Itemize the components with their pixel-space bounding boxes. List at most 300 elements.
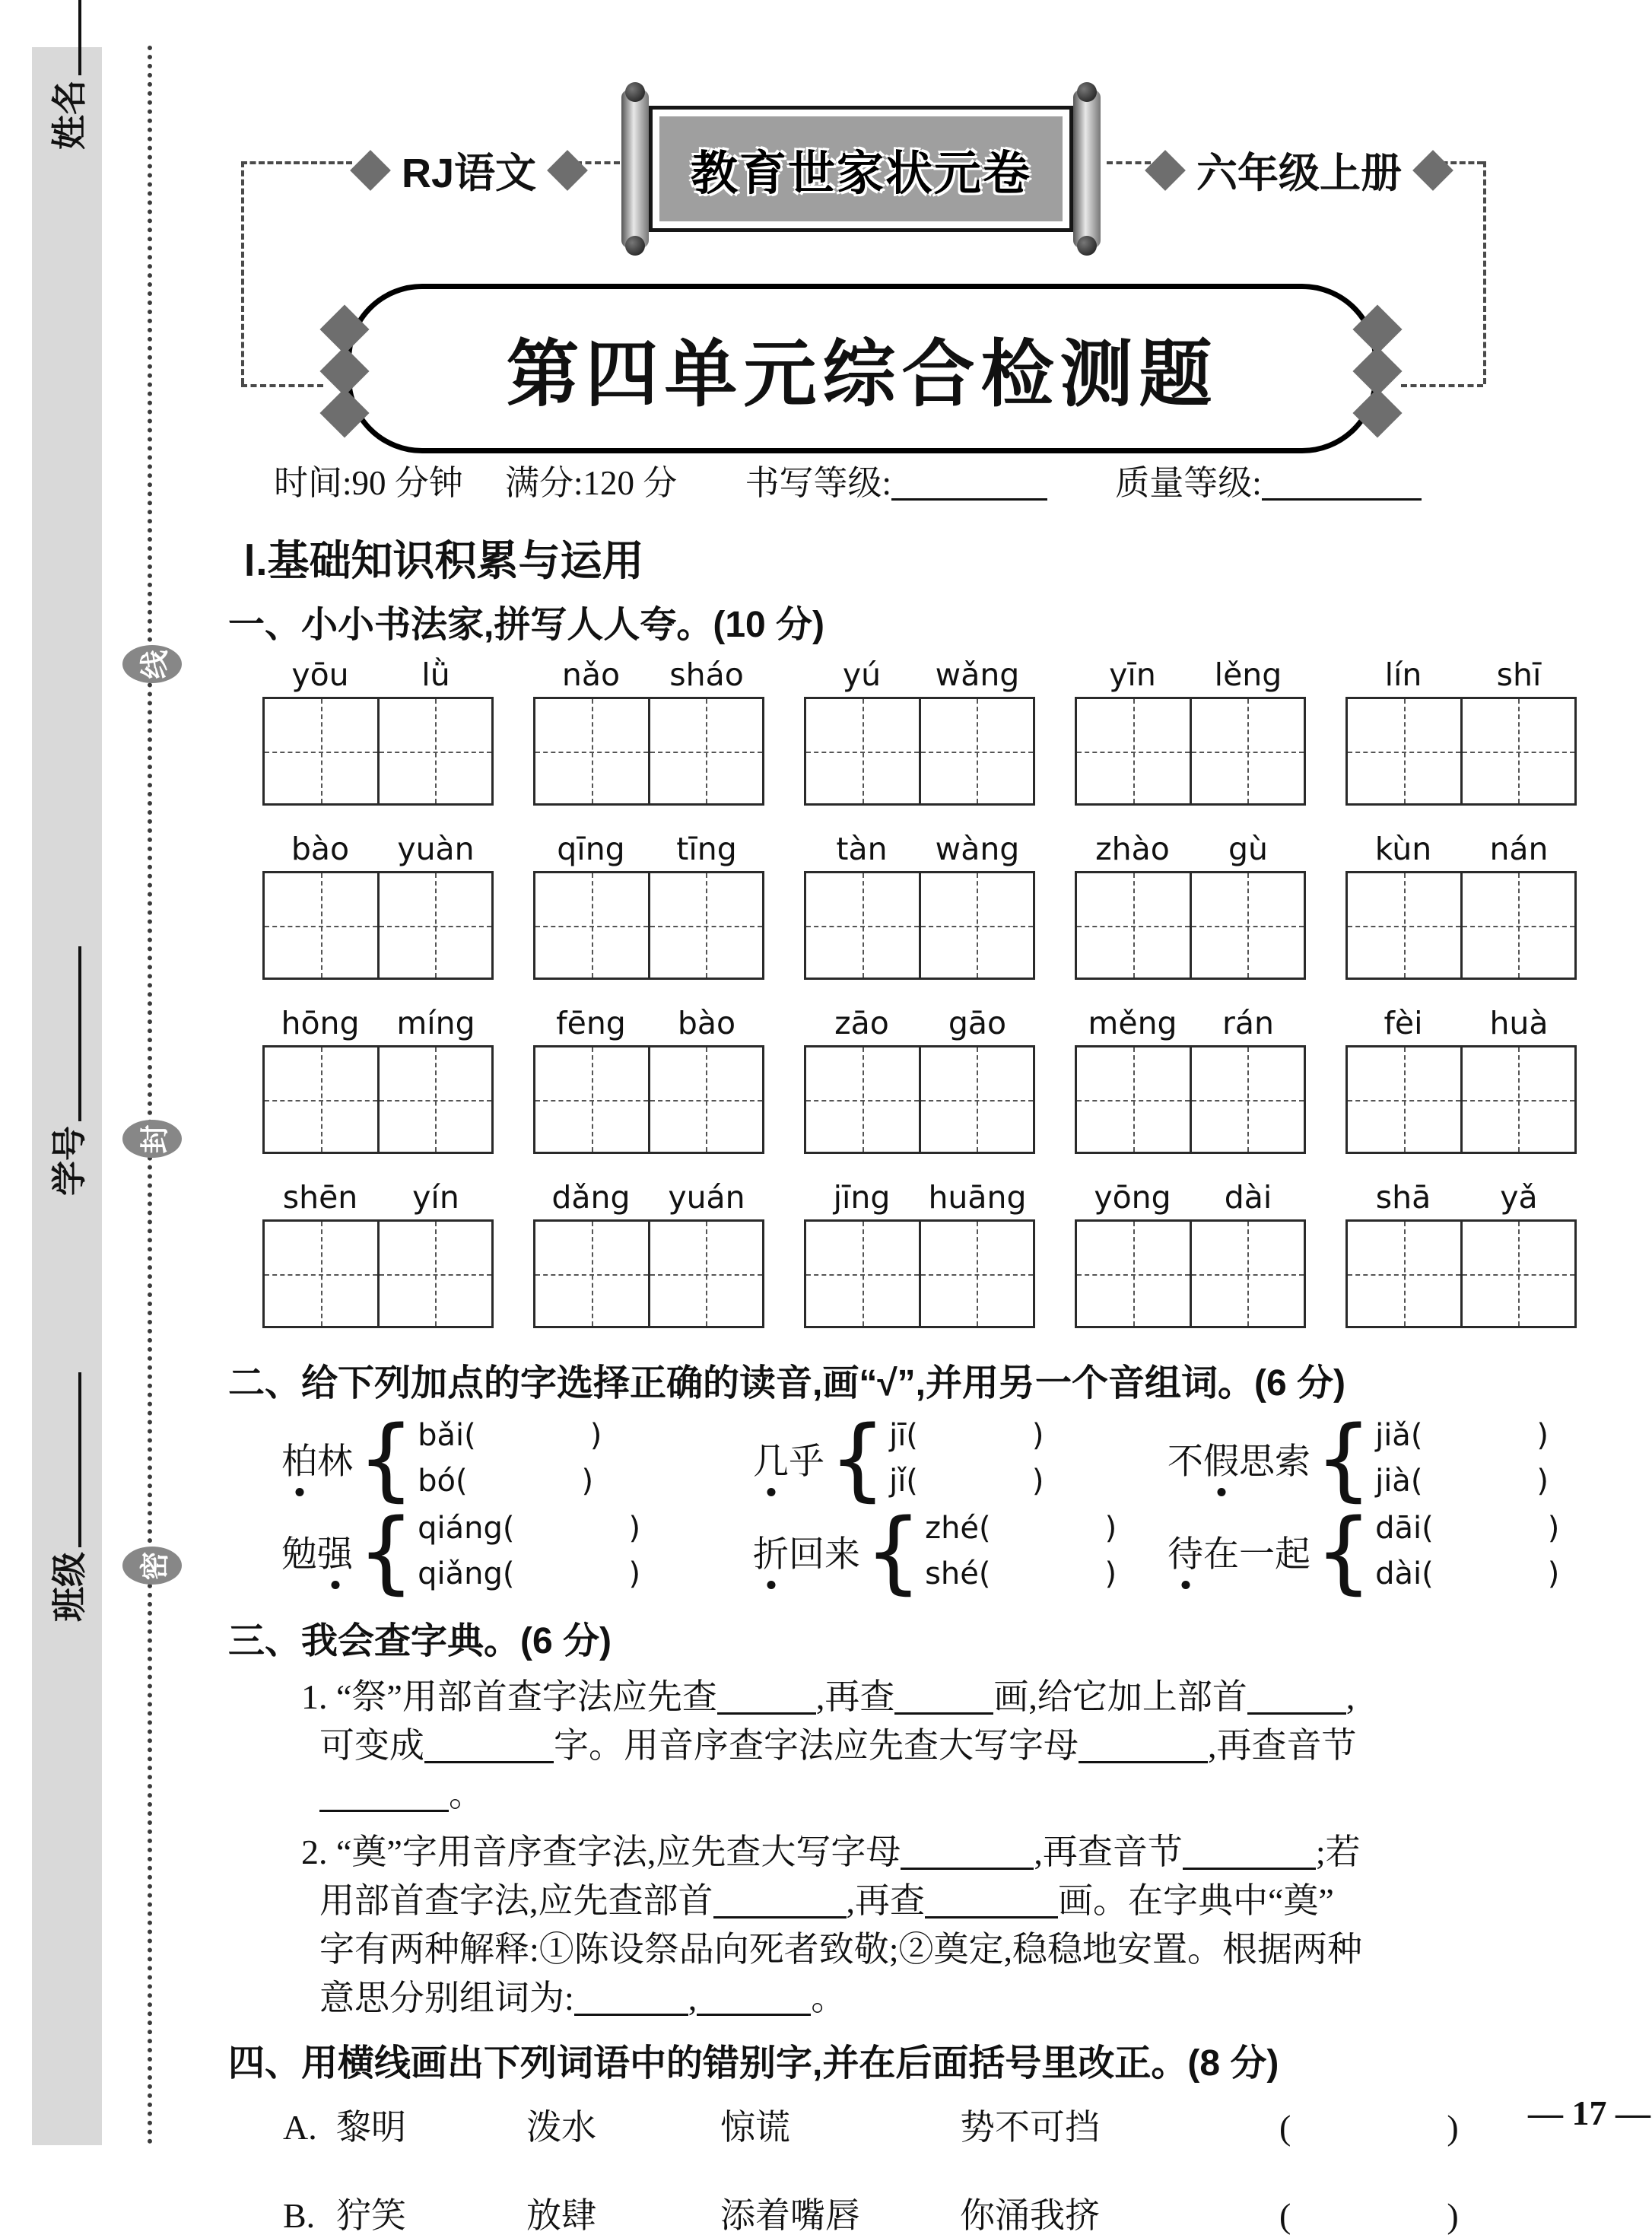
pronunciation-options xyxy=(925,1511,1117,1591)
writing-grid-group xyxy=(1345,697,1577,806)
writing-grid-group xyxy=(1345,871,1577,980)
page-number: — 17 — xyxy=(1528,2093,1650,2132)
phrase xyxy=(1168,1526,1310,1577)
series-right-group xyxy=(1151,141,1447,199)
sidebar-label-student-no xyxy=(42,896,92,1246)
word-item: 放肆 xyxy=(526,2196,596,2236)
writing-grid-group xyxy=(1075,697,1306,806)
word-item: 势不可挡 xyxy=(960,2108,1100,2147)
pinyin-option-text: bǎi( xyxy=(418,1418,476,1454)
writing-cell[interactable] xyxy=(380,699,492,803)
q1-writing-grids xyxy=(262,656,1571,1328)
dotted-character: 柏 xyxy=(281,1433,317,1484)
writing-cell[interactable] xyxy=(650,1047,763,1152)
pinyin-group xyxy=(262,1005,494,1041)
brace-icon: { xyxy=(865,1499,923,1604)
pronunciation-option xyxy=(889,1418,1044,1453)
pinyin-syllable: tīng xyxy=(676,831,737,867)
paren-close: ) xyxy=(1536,1418,1549,1454)
pinyin-syllable: yín xyxy=(412,1179,459,1216)
seal-badge-feng: 封 xyxy=(122,1120,182,1158)
pronunciation-options xyxy=(418,1418,602,1499)
scroll-banner-panel xyxy=(649,106,1073,232)
paren-close: ) xyxy=(628,1511,641,1547)
pinyin-option-text: dài( xyxy=(1375,1556,1434,1592)
paren-close: ) xyxy=(1031,1418,1044,1454)
pronunciation-option xyxy=(1375,1418,1549,1453)
pinyin-group xyxy=(804,1179,1035,1216)
phrase xyxy=(753,1526,860,1577)
frame-dash-left-mid xyxy=(576,161,620,164)
q3-text: ,再查 xyxy=(815,1677,895,1717)
pinyin-syllable: fèi xyxy=(1384,1005,1423,1041)
q2-item xyxy=(281,1499,753,1604)
quality-grade-blank[interactable] xyxy=(1262,463,1422,501)
writing-cell[interactable] xyxy=(1463,1222,1575,1326)
writing-cell[interactable] xyxy=(1077,699,1192,803)
brace-icon: { xyxy=(357,1406,415,1511)
pinyin-group xyxy=(1345,1005,1577,1041)
q2-heading: 二、给下列加点的字选择正确的读音,画“√”,并用另一个音组词。(6 分) xyxy=(228,1363,1346,1404)
paren-close: ) xyxy=(1536,1464,1549,1499)
writing-grid-group xyxy=(533,871,764,980)
q3-heading: 三、我会查字典。(6 分) xyxy=(228,1621,612,1662)
paren-close: ) xyxy=(1447,2108,1459,2147)
sidebar-label-class xyxy=(42,1322,92,1672)
dotted-character: 待 xyxy=(1168,1526,1203,1577)
pinyin-group xyxy=(1075,831,1306,867)
pinyin-group xyxy=(1345,831,1577,867)
writing-cell[interactable] xyxy=(1077,1047,1192,1152)
pinyin-syllable: jīng xyxy=(833,1179,891,1216)
writing-cell[interactable] xyxy=(535,873,650,978)
answer-blank[interactable] xyxy=(925,1884,1058,1919)
pinyin-group xyxy=(533,656,764,693)
q3-text: ,再查 xyxy=(846,1881,925,1921)
pinyin-syllable: yōu xyxy=(291,656,349,693)
q3-text: 画。在字典中“奠” xyxy=(1058,1881,1334,1921)
q3-text: ,再查音节 xyxy=(1208,1726,1357,1766)
word-item: 添着嘴唇 xyxy=(720,2196,860,2236)
pinyin-syllable: bào xyxy=(677,1005,736,1041)
writing-cell[interactable] xyxy=(806,873,921,978)
pronunciation-option xyxy=(1375,1511,1559,1546)
writing-cell[interactable] xyxy=(1463,699,1575,803)
q3-line xyxy=(319,1925,1586,1974)
paren-close: ) xyxy=(581,1464,594,1499)
writing-cell[interactable] xyxy=(1463,1047,1575,1152)
pinyin-syllable: yǎ xyxy=(1500,1179,1538,1216)
writing-cell[interactable] xyxy=(650,873,763,978)
pinyin-syllable: dǎng xyxy=(551,1179,631,1216)
q3-line xyxy=(319,1721,1586,1770)
writing-grid-group xyxy=(1075,871,1306,980)
pinyin-option-text: jǐ( xyxy=(889,1464,918,1499)
character: 思 xyxy=(1239,1442,1275,1482)
pinyin-row xyxy=(262,1179,1571,1216)
pinyin-syllable: lín xyxy=(1384,656,1422,693)
phrase xyxy=(753,1433,824,1484)
quality-grade-label: 质量等级: xyxy=(1115,464,1262,502)
section-heading: Ⅰ.基础知识积累与运用 xyxy=(243,537,644,584)
pinyin-group xyxy=(1075,1179,1306,1216)
diamond-icon xyxy=(319,388,369,437)
pinyin-syllable: tàn xyxy=(836,831,888,867)
q3-text: 用部首查字法,应先查部首 xyxy=(319,1881,713,1921)
paren-close: ) xyxy=(589,1418,602,1454)
writing-grade-blank[interactable] xyxy=(891,463,1047,501)
character: 一 xyxy=(1239,1534,1275,1575)
pinyin-syllable: yuàn xyxy=(397,831,475,867)
frame-dash-bottom-left xyxy=(241,384,323,387)
q2-row xyxy=(281,1499,1586,1604)
pinyin-row xyxy=(262,1005,1571,1041)
class-label: 班级 xyxy=(49,1552,89,1622)
writing-cell[interactable] xyxy=(1463,873,1575,978)
frame-dash-left xyxy=(241,161,244,384)
pronunciation-option xyxy=(418,1418,602,1453)
writing-grid-row xyxy=(262,871,1571,980)
q2-row xyxy=(281,1406,1586,1511)
character: 不 xyxy=(1168,1442,1203,1482)
title-diamonds-right xyxy=(1360,312,1395,431)
brace-icon: { xyxy=(357,1499,415,1604)
writing-cell[interactable] xyxy=(1348,873,1463,978)
character: 在 xyxy=(1203,1534,1239,1575)
pinyin-group xyxy=(533,1179,764,1216)
character: 来 xyxy=(824,1534,860,1575)
pinyin-option-text: bó( xyxy=(418,1464,468,1499)
pinyin-option-text: qiáng( xyxy=(418,1511,515,1547)
student-no-writein-line[interactable] xyxy=(52,946,81,1121)
q2-item xyxy=(1168,1499,1560,1604)
page-title: 第四单元综合检测题 xyxy=(506,334,1218,415)
pinyin-option-text: qiǎng( xyxy=(418,1556,515,1592)
pinyin-syllable: fēng xyxy=(556,1005,626,1041)
q1-heading: 一、小小书法家,拼写人人夸。(10 分) xyxy=(228,605,825,645)
pinyin-option-text: zhé( xyxy=(925,1511,991,1547)
pinyin-group xyxy=(1075,656,1306,693)
answer-blank[interactable] xyxy=(697,1982,811,2016)
pinyin-group xyxy=(1075,1005,1306,1041)
pinyin-syllable: zhào xyxy=(1095,831,1170,867)
writing-cell[interactable] xyxy=(535,1222,650,1326)
q3-text: 可变成 xyxy=(319,1726,424,1766)
q2-item xyxy=(281,1406,753,1511)
answer-blank[interactable] xyxy=(574,1982,688,2016)
writing-grid-group xyxy=(1345,1219,1577,1328)
q3-line xyxy=(301,1673,1586,1721)
word-item: 你涌我挤 xyxy=(960,2196,1100,2236)
scroll-roller-left-icon xyxy=(621,90,649,248)
paren-close: ) xyxy=(1104,1556,1117,1592)
paren-open: ( xyxy=(1279,2196,1291,2236)
student-no-label: 学号 xyxy=(49,1126,89,1196)
pinyin-option-text: shé( xyxy=(925,1556,991,1592)
q3-text: 1. “祭”用部首查字法应先查 xyxy=(301,1677,717,1717)
seal-badge-line: 线 xyxy=(122,645,182,683)
writing-cell[interactable] xyxy=(806,1222,921,1326)
word-item: 黎明 xyxy=(336,2108,406,2147)
pinyin-row xyxy=(262,831,1571,867)
pronunciation-option xyxy=(1375,1464,1549,1499)
writing-cell[interactable] xyxy=(1077,873,1192,978)
diamond-icon xyxy=(1145,150,1186,191)
pinyin-syllable: huāng xyxy=(928,1179,1027,1216)
character: 回 xyxy=(789,1534,824,1575)
pinyin-syllable: hōng xyxy=(281,1005,360,1041)
seal-badge-mi: 密 xyxy=(122,1547,182,1585)
pinyin-group xyxy=(804,656,1035,693)
writing-cell[interactable] xyxy=(1348,699,1463,803)
pinyin-syllable: míng xyxy=(396,1005,475,1041)
q3-text: 字有两种解释:①陈设祭品向死者致敬;②奠定,稳稳地安置。根据两种 xyxy=(319,1930,1363,1969)
pinyin-syllable: sháo xyxy=(669,656,744,693)
writing-cell[interactable] xyxy=(535,699,650,803)
time-limit: 时间:90 分钟 xyxy=(274,464,463,502)
writing-cell[interactable] xyxy=(806,699,921,803)
writing-cell[interactable] xyxy=(535,1047,650,1152)
writing-cell[interactable] xyxy=(1348,1222,1463,1326)
pinyin-syllable: gāo xyxy=(948,1005,1007,1041)
writing-cell[interactable] xyxy=(1192,699,1304,803)
paren-close: ) xyxy=(1104,1511,1117,1547)
pinyin-row xyxy=(262,656,1571,693)
pronunciation-option xyxy=(418,1464,602,1499)
writing-cell[interactable] xyxy=(921,699,1034,803)
writing-grade-label: 书写等级: xyxy=(745,464,892,502)
pinyin-syllable: shēn xyxy=(282,1179,358,1216)
pronunciation-options xyxy=(1375,1418,1549,1499)
paren-close: ) xyxy=(1547,1511,1560,1547)
pinyin-syllable: rán xyxy=(1222,1005,1274,1041)
dotted-character: 折 xyxy=(753,1526,789,1577)
brace-icon: { xyxy=(1315,1499,1373,1604)
pinyin-syllable: wǎng xyxy=(935,656,1020,693)
answer-blank[interactable] xyxy=(717,1680,816,1715)
pinyin-syllable: shā xyxy=(1375,1179,1431,1216)
writing-cell[interactable] xyxy=(265,699,380,803)
exam-meta-line xyxy=(274,455,1586,504)
brace-icon: { xyxy=(829,1406,887,1511)
sidebar-label-name xyxy=(42,0,92,200)
diamond-icon xyxy=(350,150,391,191)
pinyin-syllable: nǎo xyxy=(561,656,621,693)
writing-grid-group xyxy=(533,697,764,806)
writing-grid-group xyxy=(262,697,494,806)
pinyin-syllable: qīng xyxy=(557,831,625,867)
paren-close: ) xyxy=(628,1556,641,1592)
writing-grid-row xyxy=(262,697,1571,806)
word-item: 惊谎 xyxy=(720,2108,790,2147)
pinyin-syllable: huà xyxy=(1489,1005,1549,1041)
phrase xyxy=(281,1526,353,1577)
q4-row xyxy=(283,2188,1586,2238)
series-left-group xyxy=(356,141,582,199)
writing-grid-group xyxy=(804,1045,1035,1154)
answer-blank[interactable] xyxy=(901,1836,1034,1870)
phrase xyxy=(281,1433,353,1484)
writing-cell[interactable] xyxy=(650,699,763,803)
character: 索 xyxy=(1275,1442,1310,1482)
writing-grid-group xyxy=(262,1045,494,1154)
answer-blank[interactable] xyxy=(424,1729,554,1763)
diamond-icon xyxy=(547,150,588,191)
writing-cell[interactable] xyxy=(1192,1222,1304,1326)
writing-grid-group xyxy=(804,871,1035,980)
q3-text: 2. “奠”字用音序查字法,应先查大写字母 xyxy=(301,1833,901,1872)
writing-cell[interactable] xyxy=(265,1222,380,1326)
pronunciation-options xyxy=(418,1511,640,1591)
q2-item xyxy=(753,1406,1168,1511)
q3-item xyxy=(228,1828,1586,2023)
pinyin-option-text: dāi( xyxy=(1375,1511,1434,1547)
pinyin-group xyxy=(262,831,494,867)
answer-blank[interactable] xyxy=(1079,1729,1208,1763)
pinyin-group xyxy=(262,656,494,693)
writing-cell[interactable] xyxy=(650,1222,763,1326)
pinyin-group xyxy=(262,1179,494,1216)
word-item: 泼水 xyxy=(526,2108,596,2147)
paren-open: ( xyxy=(1279,2108,1291,2147)
diamond-icon xyxy=(1352,388,1402,437)
writing-cell[interactable] xyxy=(921,873,1034,978)
name-label: 姓名 xyxy=(49,80,89,150)
writing-cell[interactable] xyxy=(265,1047,380,1152)
writing-grid-row xyxy=(262,1219,1571,1328)
character: 起 xyxy=(1275,1534,1310,1575)
q3-text: 意思分别组词为: xyxy=(319,1979,574,2018)
q3-text: 。 xyxy=(449,1775,484,1814)
writing-cell[interactable] xyxy=(380,1047,492,1152)
writing-cell[interactable] xyxy=(1192,873,1304,978)
answer-blank[interactable] xyxy=(1247,1680,1346,1715)
series-right-label: 六年级上册 xyxy=(1196,151,1402,196)
pinyin-syllable: kùn xyxy=(1374,831,1432,867)
writing-cell[interactable] xyxy=(380,873,492,978)
character: 乎 xyxy=(789,1442,824,1482)
q3-text: , xyxy=(1345,1677,1355,1717)
class-writein-line[interactable] xyxy=(52,1372,81,1547)
q3-items xyxy=(228,1673,1586,2023)
diamond-icon xyxy=(1412,150,1453,191)
frame-dash-right-mid xyxy=(1107,161,1151,164)
pinyin-syllable: nán xyxy=(1489,831,1549,867)
correction-parens xyxy=(1279,2107,1459,2147)
pronunciation-option xyxy=(925,1556,1117,1591)
writing-cell[interactable] xyxy=(1192,1047,1304,1152)
pinyin-group xyxy=(804,831,1035,867)
pinyin-group xyxy=(533,1005,764,1041)
writing-cell[interactable] xyxy=(1348,1047,1463,1152)
name-writein-line[interactable] xyxy=(52,0,81,75)
exam-body xyxy=(228,455,1586,2238)
q4-row xyxy=(283,2100,1586,2150)
q4-row-label: A. xyxy=(283,2108,317,2147)
scroll-banner-title: 教育世家状元卷 xyxy=(690,147,1031,200)
dotted-character: 假 xyxy=(1203,1433,1239,1484)
pinyin-syllable: bào xyxy=(291,831,350,867)
pinyin-group xyxy=(1345,656,1577,693)
pinyin-syllable: měng xyxy=(1088,1005,1177,1041)
pinyin-syllable: yīn xyxy=(1109,656,1156,693)
series-left-label: RJ语文 xyxy=(402,151,537,196)
writing-cell[interactable] xyxy=(921,1047,1034,1152)
pinyin-syllable: shī xyxy=(1496,656,1542,693)
q3-text: ,再查音节 xyxy=(1034,1833,1183,1872)
writing-grid-row xyxy=(262,1045,1571,1154)
q4-rows xyxy=(228,2100,1586,2238)
brace-icon: { xyxy=(1315,1406,1373,1511)
paren-close: ) xyxy=(1447,2196,1459,2236)
q3-text: 字。用音序查字法应先查大写字母 xyxy=(554,1726,1079,1766)
scroll-roller-right-icon xyxy=(1073,90,1101,248)
pinyin-option-text: jià( xyxy=(1375,1464,1423,1499)
pinyin-group xyxy=(533,831,764,867)
exam-title-banner xyxy=(346,284,1378,453)
pronunciation-options xyxy=(889,1418,1044,1499)
writing-cell[interactable] xyxy=(1077,1222,1192,1326)
q3-line xyxy=(319,1974,1586,2023)
pinyin-option-text: jiǎ( xyxy=(1375,1418,1423,1454)
answer-blank[interactable] xyxy=(1183,1836,1316,1870)
phrase xyxy=(1168,1433,1310,1484)
q2-item xyxy=(1168,1406,1549,1511)
pinyin-group xyxy=(1345,1179,1577,1216)
dotted-character: 几 xyxy=(753,1433,789,1484)
q3-line xyxy=(319,1877,1586,1925)
paren-close: ) xyxy=(1547,1556,1560,1592)
pinyin-syllable: lěng xyxy=(1214,656,1282,693)
q2-item xyxy=(753,1499,1168,1604)
writing-cell[interactable] xyxy=(380,1222,492,1326)
title-diamonds-left xyxy=(327,312,362,431)
q3-text: , xyxy=(688,1979,697,2018)
q2-items xyxy=(228,1406,1586,1604)
writing-grid-group xyxy=(262,871,494,980)
answer-blank[interactable] xyxy=(319,1778,449,1812)
correction-parens xyxy=(1279,2195,1459,2236)
writing-cell[interactable] xyxy=(806,1047,921,1152)
paren-close: ) xyxy=(1031,1464,1044,1499)
writing-grid-group xyxy=(804,697,1035,806)
answer-blank[interactable] xyxy=(894,1680,993,1715)
frame-dash-bottom-right xyxy=(1401,384,1483,387)
scroll-banner xyxy=(621,90,1101,248)
answer-blank[interactable] xyxy=(713,1884,847,1919)
pronunciation-option xyxy=(925,1511,1117,1546)
pinyin-syllable: yōng xyxy=(1094,1179,1171,1216)
pronunciation-option xyxy=(418,1511,640,1546)
pinyin-syllable: zāo xyxy=(834,1005,889,1041)
pinyin-group xyxy=(804,1005,1035,1041)
full-score: 满分:120 分 xyxy=(505,464,678,502)
frame-dash-top-left xyxy=(241,161,352,164)
q3-line xyxy=(319,1770,1586,1819)
writing-cell[interactable] xyxy=(265,873,380,978)
writing-grid-group xyxy=(1075,1045,1306,1154)
frame-dash-right xyxy=(1483,161,1486,384)
writing-cell[interactable] xyxy=(921,1222,1034,1326)
q3-text: 画,给它加上部首 xyxy=(993,1677,1247,1717)
q4-heading: 四、用横线画出下列词语中的错别字,并在后面括号里改正。(8 分) xyxy=(228,2043,1279,2084)
pinyin-option-text: jī( xyxy=(889,1418,918,1454)
writing-grid-group xyxy=(1075,1219,1306,1328)
writing-grid-group xyxy=(804,1219,1035,1328)
seal-dotted-line xyxy=(148,46,152,2145)
q3-item xyxy=(228,1673,1586,1819)
writing-grid-group xyxy=(262,1219,494,1328)
